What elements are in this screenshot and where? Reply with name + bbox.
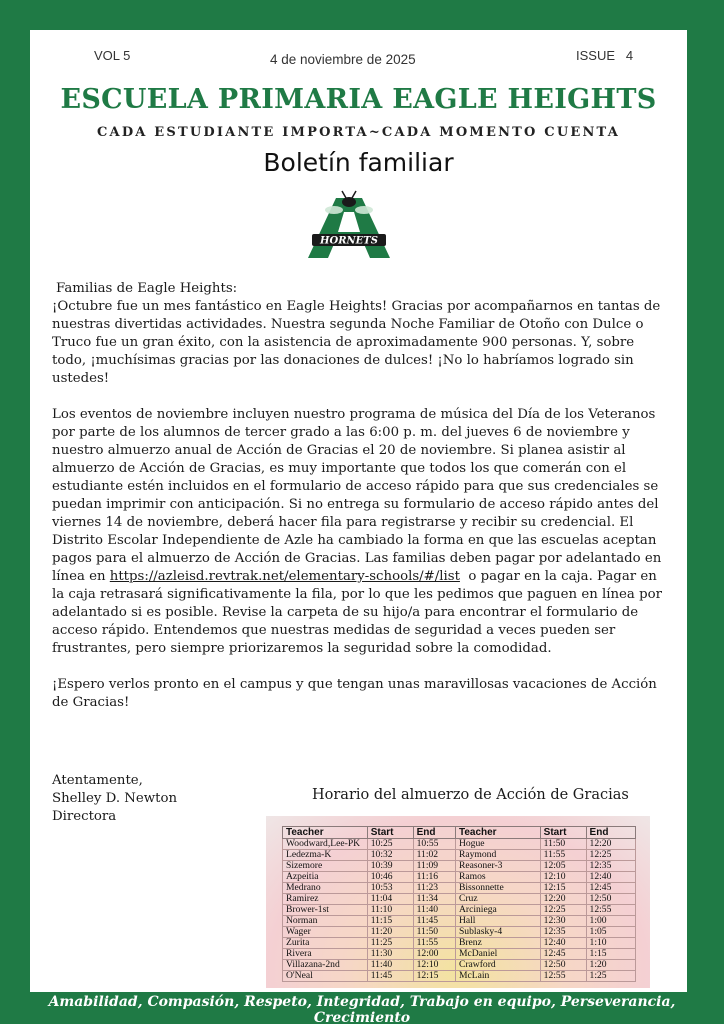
table-cell: 11:30 [367, 949, 413, 960]
table-cell: 11:40 [367, 960, 413, 971]
table-cell: 11:02 [413, 850, 455, 861]
letter-body [52, 280, 672, 730]
table-row [283, 839, 636, 850]
col-header: Start [367, 827, 413, 839]
letter-greeting: Familias de Eagle Heights: [56, 281, 238, 296]
table-cell: 11:20 [367, 927, 413, 938]
table-cell: 12:55 [540, 971, 586, 982]
table-cell: 11:04 [367, 894, 413, 905]
table-cell: 1:00 [586, 916, 635, 927]
bulletin-title: Boletín familiar [263, 148, 454, 177]
table-cell: Raymond [455, 850, 540, 861]
table-cell: Wager [283, 927, 368, 938]
table-cell: 11:45 [413, 916, 455, 927]
table-cell: Woodward,Lee-PK [283, 839, 368, 850]
table-row [283, 949, 636, 960]
table-cell: 12:35 [540, 927, 586, 938]
table-cell: 1:20 [586, 960, 635, 971]
schedule-title: Horario del almuerzo de Acción de Gracias [312, 787, 629, 803]
closing: Atentamente, [52, 773, 143, 788]
table-cell: 12:40 [540, 938, 586, 949]
table-row [283, 872, 636, 883]
table-cell: 12:15 [540, 883, 586, 894]
table-cell: 1:05 [586, 927, 635, 938]
table-row [283, 960, 636, 971]
table-cell: McLain [455, 971, 540, 982]
table-cell: 11:09 [413, 861, 455, 872]
table-cell: Reasoner-3 [455, 861, 540, 872]
table-cell: Norman [283, 916, 368, 927]
table-cell: 11:50 [413, 927, 455, 938]
table-cell: 12:10 [540, 872, 586, 883]
table-cell: Brenz [455, 938, 540, 949]
table-cell: 11:16 [413, 872, 455, 883]
table-row [283, 938, 636, 949]
table-row [283, 861, 636, 872]
table-cell: 12:20 [586, 839, 635, 850]
table-cell: Cruz [455, 894, 540, 905]
col-header: Teacher [283, 827, 368, 839]
table-cell: 12:35 [586, 861, 635, 872]
table-cell: Hogue [455, 839, 540, 850]
table-cell: 12:55 [586, 905, 635, 916]
table-cell: 12:25 [540, 905, 586, 916]
table-cell: 12:20 [540, 894, 586, 905]
table-cell: Sizemore [283, 861, 368, 872]
table-cell: 11:34 [413, 894, 455, 905]
table-cell: 11:10 [367, 905, 413, 916]
letter-signoff [52, 772, 177, 826]
table-cell: 11:45 [367, 971, 413, 982]
table-cell: 11:15 [367, 916, 413, 927]
table-cell: Villazana-2nd [283, 960, 368, 971]
paragraph-2-text-b: o pagar en la caja. Pagar en la caja retrasará significativamente la fila, por lo que les pedimos que paguen en línea por adelantado si es posible. Revise la carpeta de su hijo/a para encontrar el formulario de acceso rápido. Entendemos que nuestras medidas de seguridad a veces pueden ser frustrantes, pero siempre priorizaremos la seguridad sobre la comodidad. [52, 569, 667, 656]
table-row [283, 883, 636, 894]
table-cell: Hall [455, 916, 540, 927]
school-motto: CADA ESTUDIANTE IMPORTA~CADA MOMENTO CUENTA [96, 125, 620, 140]
table-cell: 11:50 [540, 839, 586, 850]
table-cell: Ramirez [283, 894, 368, 905]
letter-paragraph-3: ¡Espero verlos pronto en el campus y que tengan unas maravillosas vacaciones de Acción de Gracias! [52, 677, 657, 710]
col-header: Teacher [455, 827, 540, 839]
table-cell: 11:55 [540, 850, 586, 861]
table-row [283, 927, 636, 938]
table-cell: McDaniel [455, 949, 540, 960]
table-cell: Medrano [283, 883, 368, 894]
table-cell: 12:50 [586, 894, 635, 905]
table-cell: Ledezma-K [283, 850, 368, 861]
table-cell: 12:40 [586, 872, 635, 883]
table-row [283, 894, 636, 905]
table-cell: Zurita [283, 938, 368, 949]
schedule-body [283, 839, 636, 982]
table-cell: 10:39 [367, 861, 413, 872]
table-cell: 12:45 [540, 949, 586, 960]
hornets-logo [306, 190, 392, 260]
col-header: End [413, 827, 455, 839]
table-cell: Bissonnette [455, 883, 540, 894]
schedule-table [282, 826, 636, 982]
table-cell: 10:25 [367, 839, 413, 850]
table-cell: 12:00 [413, 949, 455, 960]
payment-link[interactable]: https://azleisd.revtrak.net/elementary-schools/#/list [109, 569, 460, 584]
footer-values: Amabilidad, Compasión, Respeto, Integridad, Trabajo en equipo, Perseverancia, Crecimiento [48, 994, 676, 1024]
table-row [283, 905, 636, 916]
letter-paragraph-1: ¡Octubre fue un mes fantástico en Eagle Heights! Gracias por acompañarnos en tantas de nuestras divertidas actividades. Nuestra segunda Noche Familiar de Otoño con Dulce o Truco fue un gran éxito, con la asistencia de aproximadamente 900 personas. Y, sobre todo, ¡muchísimas gracias por las donaciones de dulces! ¡No lo habríamos logrado sin ustedes! [52, 299, 661, 386]
table-row [283, 971, 636, 982]
table-cell: 11:40 [413, 905, 455, 916]
col-header: Start [540, 827, 586, 839]
table-cell: Rivera [283, 949, 368, 960]
table-cell: 12:05 [540, 861, 586, 872]
issue-date: 4 de noviembre de 2025 [270, 52, 416, 67]
table-cell: Brower-1st [283, 905, 368, 916]
col-header: End [586, 827, 635, 839]
table-cell: Arciniega [455, 905, 540, 916]
paragraph-2-text-a: Los eventos de noviembre incluyen nuestro programa de música del Día de los Veteranos por parte de los alumnos de tercer grado a las 6:00 p. m. del jueves 6 de noviembre y nuestro almuerzo anual de Acción de Gracias el 20 de noviembre. Si planea asistir al almuerzo de Acción de Gracias, es muy importante que todos los que comerán con el estudiante estén incluidos en el formulario de acceso rápido para que sus credenciales se puedan imprimir con anticipación. Si no entrega su formulario de acceso rápido antes del viernes 14 de noviembre, deberá hacer fila para registrarse y recibir su credencial. El Distrito Escolar Independiente de Azle ha cambiado la forma en que las escuelas aceptan pagos para el almuerzo de Acción de Gracias. Las familias deben pagar por adelantado en línea en [52, 407, 662, 584]
table-row [283, 850, 636, 861]
table-cell: 10:32 [367, 850, 413, 861]
lunch-schedule [266, 816, 650, 988]
newsletter-page [30, 30, 687, 992]
table-cell: Crawford [455, 960, 540, 971]
table-cell: 10:46 [367, 872, 413, 883]
table-cell: 1:25 [586, 971, 635, 982]
volume-label: VOL 5 [94, 48, 131, 63]
table-cell: 12:30 [540, 916, 586, 927]
table-cell: 10:53 [367, 883, 413, 894]
table-row [283, 916, 636, 927]
signer-name: Shelley D. Newton [52, 791, 178, 806]
table-cell: 12:15 [413, 971, 455, 982]
letter-paragraph-2 [52, 406, 672, 658]
table-cell: O'Neal [283, 971, 368, 982]
table-cell: 11:25 [367, 938, 413, 949]
table-cell: 1:15 [586, 949, 635, 960]
table-cell: 11:55 [413, 938, 455, 949]
table-cell: Sublasky-4 [455, 927, 540, 938]
signer-title: Directora [52, 809, 117, 824]
logo-text: HORNETS [320, 235, 378, 247]
table-cell: 11:23 [413, 883, 455, 894]
table-cell: 12:25 [586, 850, 635, 861]
table-cell: 12:45 [586, 883, 635, 894]
table-cell: 12:50 [540, 960, 586, 971]
schedule-header-row [283, 827, 636, 839]
issue-label: ISSUE 4 [576, 48, 634, 63]
table-cell: Ramos [455, 872, 540, 883]
table-cell: Azpeitia [283, 872, 368, 883]
table-cell: 10:55 [413, 839, 455, 850]
table-cell: 1:10 [586, 938, 635, 949]
school-name: ESCUELA PRIMARIA EAGLE HEIGHTS [60, 84, 657, 115]
table-cell: 12:10 [413, 960, 455, 971]
